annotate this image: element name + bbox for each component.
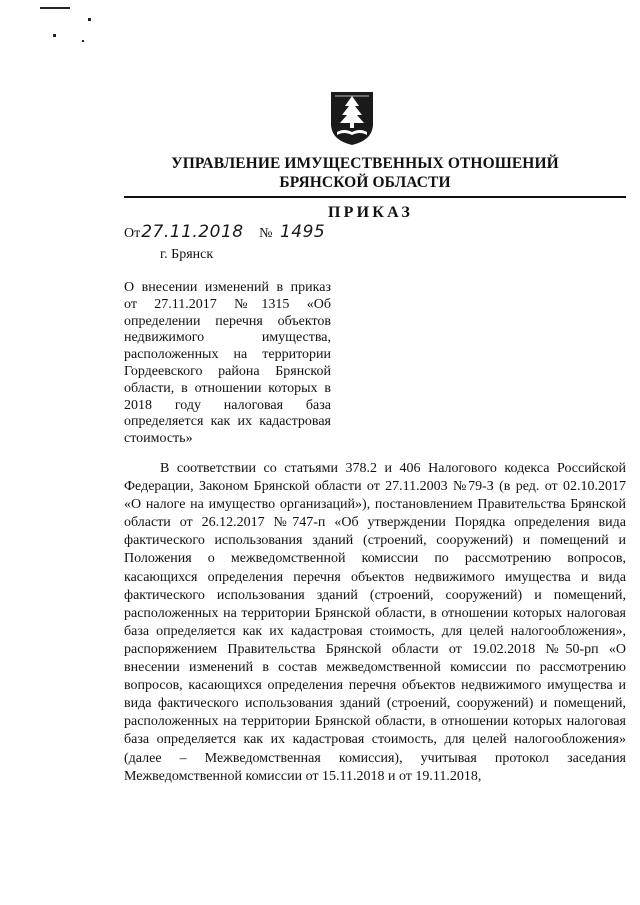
- order-body: В соответствии со статьями 378.2 и 406 Налогового кодекса Российской Федерации, Законом Брянской области от 27.11.2003 №79-З (в ред. от 02.10.2017 «О налоге на имущество организаций»), постановлением Правительства Брянской области от 26.12.2017 №747-п «Об утверждении Порядка определения вида фактического использования зданий (строений, сооружений) и помещений и Положения о межведомственной комиссии по рассмотрению вопросов, касающихся определения перечня объектов недвижимого имущества и вида фактического использования зданий (строений, сооружений) и помещений, расположенных на территории Брянской области, в отношении которых налоговая база определяется как их кадастровая стоимость, для целей налогообложения», распоряжением Правительства Брянской области от 19.02.2018 №50-рп «О внесении изменений в состав межведомственной комиссии по рассмотрению вопросов, касающихся определения перечня объектов недвижимого имущества и вида фактического использования зданий (строений, сооружений) и помещений, расположенных на территории Брянской области, в отношении которых налоговая база определяется как их кадастровая стоимость, для целей налогообложения» (далее – Межведомственная комиссия), учитывая протокол заседания Межведомственной комиссии от 15.11.2018 и от 19.11.2018,: [124, 461, 626, 784]
- document-type: ПРИКАЗ: [328, 204, 414, 221]
- organization-name: [150, 154, 580, 192]
- order-subject: О внесении изменений в приказ от 27.11.2017 №1315 «Об определении перечня объектов недвижимого имущества, расположенных на территории Гордеевского района Брянской области, в отношении которых в 2018 году налоговая база определяется как их кадастровая стоимость»: [124, 280, 331, 447]
- organization-line-1: УПРАВЛЕНИЕ ИМУЩЕСТВЕННЫХ ОТНОШЕНИЙ: [171, 155, 559, 172]
- number-prefix: №: [259, 226, 273, 241]
- organization-line-2: БРЯНСКОЙ ОБЛАСТИ: [279, 174, 451, 191]
- scan-mark: [53, 34, 56, 37]
- handwritten-date: 27.11.2018: [141, 222, 244, 242]
- handwritten-number: 1495: [279, 222, 326, 242]
- header-divider: [124, 196, 626, 198]
- scan-mark: [82, 40, 84, 42]
- city: г. Брянск: [160, 247, 214, 262]
- scan-mark: [88, 18, 91, 21]
- date-number-line: [124, 222, 325, 244]
- scan-mark: [40, 7, 70, 9]
- date-prefix: От: [124, 226, 141, 241]
- coat-of-arms-icon: [329, 90, 375, 146]
